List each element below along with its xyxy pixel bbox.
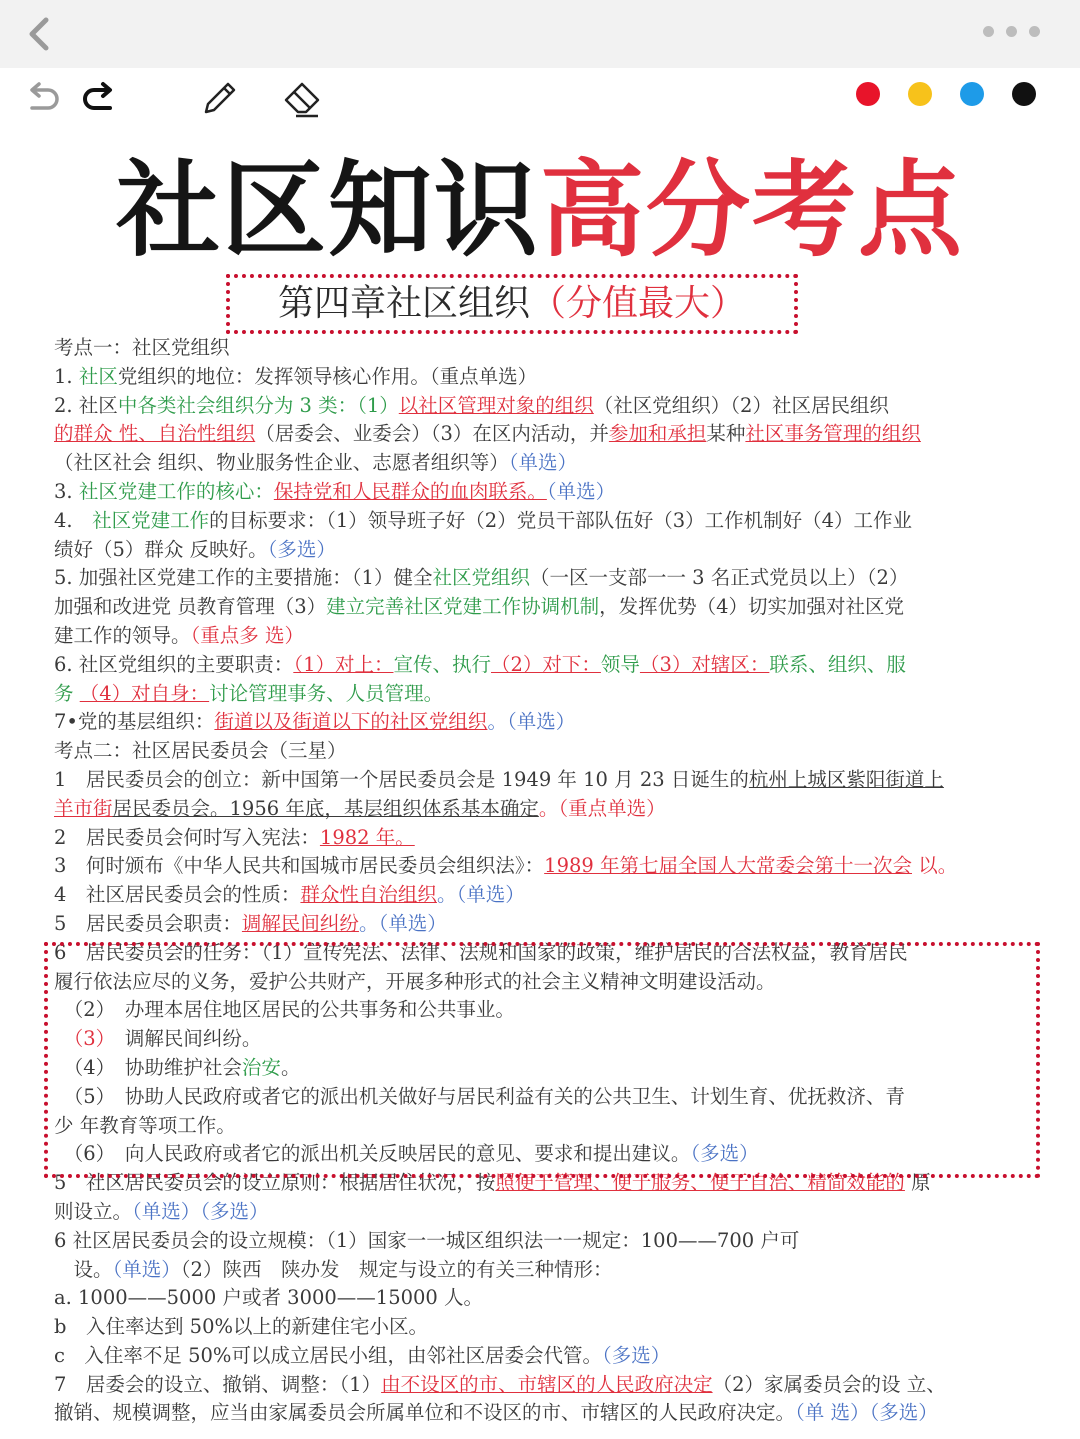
text: 社区事务管理的组织 (745, 422, 921, 446)
eraser-tool-button[interactable] (280, 76, 324, 120)
more-options-button[interactable] (983, 26, 1040, 37)
doc-line (54, 1256, 1024, 1285)
text: 考点一：社区党组织 (54, 336, 230, 359)
doc-line (54, 1083, 1024, 1112)
more-dot-icon (1029, 26, 1040, 37)
doc-line (54, 1054, 1024, 1083)
doc-line (54, 939, 1024, 968)
color-swatch-black[interactable] (1012, 82, 1036, 106)
text: 的目标要求：（1）领导班子好（2）党员干部队伍好（3）工作机制好（4）工作业 (209, 508, 913, 532)
redo-icon (78, 76, 122, 120)
text: （6） 向人民政府或者它的派出机关反映居民的意见、要求和提出建议。 (54, 1142, 691, 1166)
text: 群众性自治组织 (300, 883, 437, 907)
doc-line (54, 622, 1024, 651)
doc-line (54, 1227, 1024, 1256)
text: （2）对下： (491, 652, 601, 676)
text: 建立完善社区党建工作协调机制 (326, 595, 600, 619)
text: 调解民间纠纷。 (105, 1027, 262, 1051)
text: 原 (904, 1171, 931, 1195)
undo-button[interactable] (20, 76, 64, 120)
section-heading (54, 737, 1024, 766)
top-bar (0, 0, 1080, 68)
text: 5 居民委员会职责： (54, 911, 242, 935)
text: （5） 协助人民政府或者它的派出机关做好与居民利益有关的公共卫生、计划生育、优抚救济、青 (54, 1084, 905, 1108)
doc-line (54, 910, 1024, 939)
text: 设。 (54, 1257, 113, 1281)
text: 居民委员会。1956 年底，基层组织体系基本确定 (112, 796, 539, 820)
text: 7•党的基层组织： (54, 710, 215, 734)
text: （多选） (601, 1343, 671, 1367)
doc-line (54, 852, 1024, 881)
color-swatch-yellow[interactable] (908, 82, 932, 106)
text: （多选） (267, 537, 336, 561)
text: 。（单选） (487, 710, 576, 734)
text: 宣传、执行 (393, 652, 491, 676)
text: 5. 加强社区党建工作的主要措施：（1）健全 (54, 566, 433, 590)
doc-line (54, 507, 1024, 536)
doc-line (54, 478, 1024, 507)
text: （社区社会 组织、物业服务性企业、志愿者组织等） (54, 451, 509, 475)
text: 党组织的地位：发挥领导核心作用。（重点单选） (117, 364, 538, 388)
text: 参加和承担 (608, 422, 707, 446)
doc-line (54, 1198, 1024, 1227)
text: 中各类社会组织分为 3 类：（1） (117, 393, 399, 417)
text: 履行依法应尽的义务，爱护公共财产，开展多种形式的社会主义精神文明建设活动。 (54, 969, 776, 993)
doc-line (54, 824, 1024, 853)
doc-line (54, 1169, 1024, 1198)
text: 少 年教育等项工作。 (54, 1113, 236, 1137)
text: （一区一支部一一 3 名正式党员以上）（2） (529, 566, 909, 590)
text: 社区 (78, 364, 118, 388)
text: （社区党组织）（2）社区居民组织 (593, 393, 889, 417)
text: 调解民间纠纷 (241, 911, 359, 935)
chapter-heading (226, 274, 798, 334)
page-title (0, 150, 1080, 270)
text: 6. 社区党组织的主要职责： (54, 652, 294, 676)
doc-line (54, 1399, 1024, 1428)
text: 讨论管理事务、人员管理。 (209, 681, 444, 705)
title-black-part: 社区知识 (115, 149, 540, 271)
redo-button[interactable] (78, 76, 122, 120)
text: （多选） (690, 1142, 759, 1166)
text: （3） (54, 1027, 106, 1051)
doc-line (54, 1284, 1024, 1313)
doc-line (54, 968, 1024, 997)
text: （4）对自身： (79, 681, 210, 705)
back-button[interactable] (22, 14, 58, 54)
color-swatch-blue[interactable] (960, 82, 984, 106)
text: ，发挥优势（4）切实加强对社区党 (599, 595, 905, 619)
text: （3）对辖区： (639, 652, 770, 676)
text: 杭州上城区紫阳街道上 (748, 767, 944, 791)
text: c 入住率不足 50%可以成立居民小组，由邻社区居委会代管。 (54, 1343, 602, 1367)
doc-line (54, 996, 1024, 1025)
text: 加强和改进党 员教育管理（3） (54, 595, 327, 619)
text: （1）对上： (293, 652, 394, 676)
text: 6 社区居民委员会的设立规模：（1）国家一一城区组织法一一规定：100——700 户可 (54, 1228, 800, 1252)
eraser-icon (280, 76, 324, 120)
text: 。 (280, 1055, 301, 1079)
text: （单 选）（多选） (795, 1401, 938, 1425)
text: 2 居民委员会何时写入宪法： (54, 825, 320, 849)
doc-line (54, 708, 1024, 737)
document-body (54, 334, 1024, 1428)
color-swatch-red[interactable] (856, 82, 880, 106)
chapter-paren: （分值最大） (530, 283, 747, 324)
text: （单选）（多选） (132, 1199, 269, 1223)
text: 。（单选） (436, 883, 525, 907)
doc-line (54, 449, 1024, 478)
doc-line (54, 795, 1024, 824)
text: 建工作的领导。 (54, 623, 191, 647)
text: 1. (54, 364, 79, 388)
text: 。（重点单选） (538, 796, 666, 820)
text: 4 社区居民委员会的性质： (54, 883, 301, 907)
text: （4） 协助维护社会 (54, 1055, 242, 1079)
pencil-icon (196, 76, 240, 120)
doc-line (54, 766, 1024, 795)
text: （单选） (508, 451, 577, 475)
text: 街道以及街道以下的社区党组织 (214, 710, 488, 734)
doc-line (54, 1140, 1024, 1169)
text: （2）陕西 陕办发 规定与设立的有关三种情形： (180, 1257, 613, 1281)
text: （重点多 选） (190, 623, 304, 647)
text: 由不设区的市、市辖区的人民政府决定 (381, 1372, 713, 1396)
doc-line (54, 1112, 1024, 1141)
doc-line (54, 651, 1024, 680)
text: 社区党建工作的核心： (78, 479, 274, 503)
more-dot-icon (1006, 26, 1017, 37)
text: 6 居民委员会的任务：（1）宣传宪法、法律、法规和国家的政策，维护居民的合法权益，教育居民 (54, 940, 908, 964)
text: 保持党和人民群众的血肉联系。 (273, 479, 547, 503)
text: （单选） (546, 479, 616, 503)
text: 社区党组织 (432, 566, 530, 590)
chevron-left-icon (22, 14, 58, 54)
text: 1989 年第七届全国人大常委会第十一次会 (544, 854, 912, 878)
text: 照便于管理、便于服务、便于自治、精简效能的 (495, 1171, 905, 1195)
doc-line (54, 680, 1024, 709)
text: 羊市街 (54, 796, 113, 820)
text: 5 社区居民委员会的设立原则：根据居住状况，按 (54, 1171, 496, 1195)
section-heading (54, 334, 1024, 363)
text: 7 居委会的设立、撤销、调整：（1） (54, 1372, 382, 1396)
text: 考点二：社区居民委员会（三星） (54, 739, 347, 763)
text: 3 何时颁布《中华人民共和国城市居民委员会组织法》： (54, 854, 545, 878)
text: 2. 社区 (54, 393, 118, 417)
text: 以。 (912, 854, 958, 878)
undo-icon (20, 76, 64, 120)
text: 4. (54, 508, 93, 532)
doc-line (54, 593, 1024, 622)
text: 的群众 性、自治性组织 (54, 422, 256, 446)
text: （2）家属委员会的设 立、 (712, 1372, 946, 1396)
text: 社区党建工作 (92, 508, 210, 532)
doc-line (54, 363, 1024, 392)
doc-line (54, 1313, 1024, 1342)
doc-line (54, 420, 1024, 449)
text: 3. (54, 479, 79, 503)
doc-line (54, 881, 1024, 910)
text: （居委会、业委会）（3）在区内活动，并 (255, 422, 609, 446)
doc-line (54, 536, 1024, 565)
text: 某种 (706, 422, 746, 446)
title-red-part: 高分考点 (540, 149, 965, 271)
text: 绩好（5）群众 反映好。 (54, 537, 268, 561)
text: 1982 年。 (319, 825, 415, 849)
text: 1 居民委员会的创立：新中国第一个居民委员会是 1949 年 10 月 23 日诞生的 (54, 767, 749, 791)
text: 联系、组织、服 (769, 652, 906, 676)
doc-line (54, 564, 1024, 593)
text: 。（单选） (358, 911, 447, 935)
text: a. 1000——5000 户或者 3000——15000 人。 (54, 1286, 484, 1310)
doc-line (54, 1342, 1024, 1371)
chapter-main: 第四章社区组织 (277, 283, 530, 324)
text: 则设立。 (54, 1199, 133, 1223)
pen-tool-button[interactable] (196, 76, 240, 120)
doc-line (54, 392, 1024, 421)
text: 治安 (241, 1055, 281, 1079)
text: 领导 (600, 652, 640, 676)
text: 撤销、规模调整，应当由家属委员会所属单位和不设区的市、市辖区的人民政府决定。 (54, 1401, 796, 1425)
text: 以社区管理对象的组织 (398, 393, 594, 417)
text: 务 (54, 681, 80, 705)
text: b 入住率达到 50%以上的新建住宅小区。 (54, 1315, 429, 1339)
doc-line (54, 1025, 1024, 1054)
text: （单选） (112, 1257, 181, 1281)
doc-line (54, 1371, 1024, 1400)
text: （2） 办理本居住地区居民的公共事务和公共事业。 (54, 998, 515, 1022)
more-dot-icon (983, 26, 994, 37)
